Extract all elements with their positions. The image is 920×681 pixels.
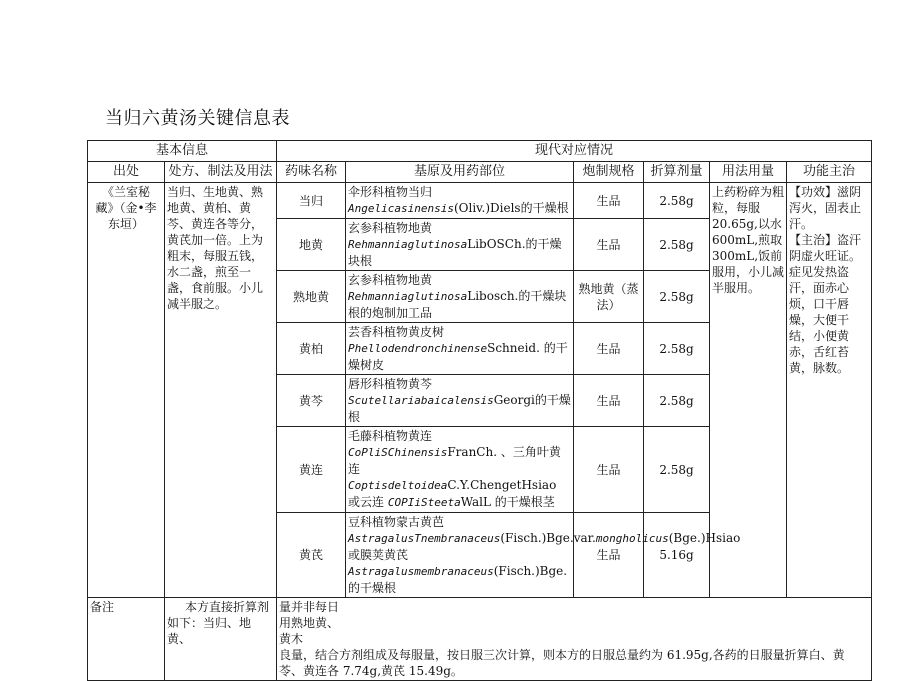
function-indication: 【主治】盗汗阴虚火旺证。症见发热盗汗，面赤心烦，口干唇燥，大便干结，小便黄赤，舌红苔黄，脉数。 (789, 233, 862, 375)
header-function: 功能主治 (787, 162, 872, 183)
header-modern: 现代对应情况 (277, 141, 872, 162)
herb-dose: 2.58g (644, 219, 710, 271)
herb-origin: 唇形科植物黄芩 ScutellariabaicalensisGeorgi的干燥根 (346, 375, 574, 427)
note-label: 备注 (88, 598, 165, 681)
header-origin: 基原及用药部位 (346, 162, 574, 183)
herb-origin: 玄参科植物地黄 RehmanniaglutinosaLibOSCh.的干燥块根 (346, 219, 574, 271)
herb-name: 地黄 (277, 219, 346, 271)
header-usage: 用法用量 (710, 162, 787, 183)
herb-processing: 生品 (574, 219, 644, 271)
herb-origin: 毛藤科植物黄连 CoPliSChinensisFranCh. 、三角叶黄连 CoptisdeltoideaC.Y.ChengetHsiao 或云连 COPIiSteetaWalL 的干燥根茎 (346, 427, 574, 513)
herb-processing: 生品 (574, 323, 644, 375)
herb-dose: 5.16g (644, 513, 710, 598)
herb-name: 黄柏 (277, 323, 346, 375)
herb-dose: 2.58g (644, 183, 710, 219)
herb-processing: 熟地黄（蒸法） (574, 271, 644, 323)
herb-dose: 2.58g (644, 323, 710, 375)
header-processing: 炮制规格 (574, 162, 644, 183)
herb-name: 黄连 (277, 427, 346, 513)
function-cell (787, 183, 872, 598)
herb-name: 当归 (277, 183, 346, 219)
herb-processing: 生品 (574, 375, 644, 427)
header-prescription: 处方、制法及用法 (165, 162, 277, 183)
herb-name: 黄芩 (277, 375, 346, 427)
function-effect: 【功效】滋阴泻火，固表止汗。 (789, 185, 862, 231)
page-title: 当归六黄汤关键信息表 (105, 108, 290, 129)
usage-cell: 上药粉碎为粗粒，每服20.65g,以水600mL,煎取300mL,饭前服用，小儿减半服用。 (710, 183, 787, 598)
herb-dose: 2.58g (644, 427, 710, 513)
herb-origin: 玄参科植物地黄 RehmanniaglutinosaLibosch.的干燥块根的炮制加工品 (346, 271, 574, 323)
header-basic: 基本信息 (88, 141, 277, 162)
herb-name: 黄芪 (277, 513, 346, 598)
herb-processing: 生品 (574, 427, 644, 513)
herb-dose: 2.58g (644, 375, 710, 427)
prescription-cell: 当归、生地黄、熟地黄、黄柏、黄芩、黄连各等分，黄芪加一倍。上为粗末，每服五钱，水二盏，煎至一盏，食前服。小儿减半服之。 (165, 183, 277, 598)
note-row (88, 598, 872, 681)
herb-processing: 生品 (574, 513, 644, 598)
header-source: 出处 (88, 162, 165, 183)
table-row (88, 183, 872, 219)
herb-origin: 豆科植物蒙古黄芭 AstragalusTnembranaceus(Fisch.)Bge.var.mongholicus(Bge.)Hsiao 或膜荚黄芪 Astragalusmembranaceus(Fisch.)Bge.的干燥根 (346, 513, 574, 598)
info-table (87, 140, 872, 681)
herb-origin: 伞形科植物当归 Angelicasinensis(Oliv.)Diels的干燥根 (346, 183, 574, 219)
herb-dose: 2.58g (644, 271, 710, 323)
herb-origin: 芸香科植物黄皮树PhellodendronchinenseSchneid. 的干燥树皮 (346, 323, 574, 375)
source-cell: 《兰室秘藏》（金•李东垣） (88, 183, 165, 598)
header-herb: 药味名称 (277, 162, 346, 183)
note-text-2: 量并非每日用熟地黄、黄木良量，结合方剂组成及每服量，按日服三次计算，则本方的日服总量约为 61.95g,各药的日服量折算白、黄苓、黄连各 7.74g,黄芪 15.49g。 (277, 598, 872, 681)
note-text-1: 本方直接折算剂如下：当归、地黄、 (165, 598, 277, 681)
header-dose: 折算剂量 (644, 162, 710, 183)
herb-processing: 生品 (574, 183, 644, 219)
herb-name: 熟地黄 (277, 271, 346, 323)
